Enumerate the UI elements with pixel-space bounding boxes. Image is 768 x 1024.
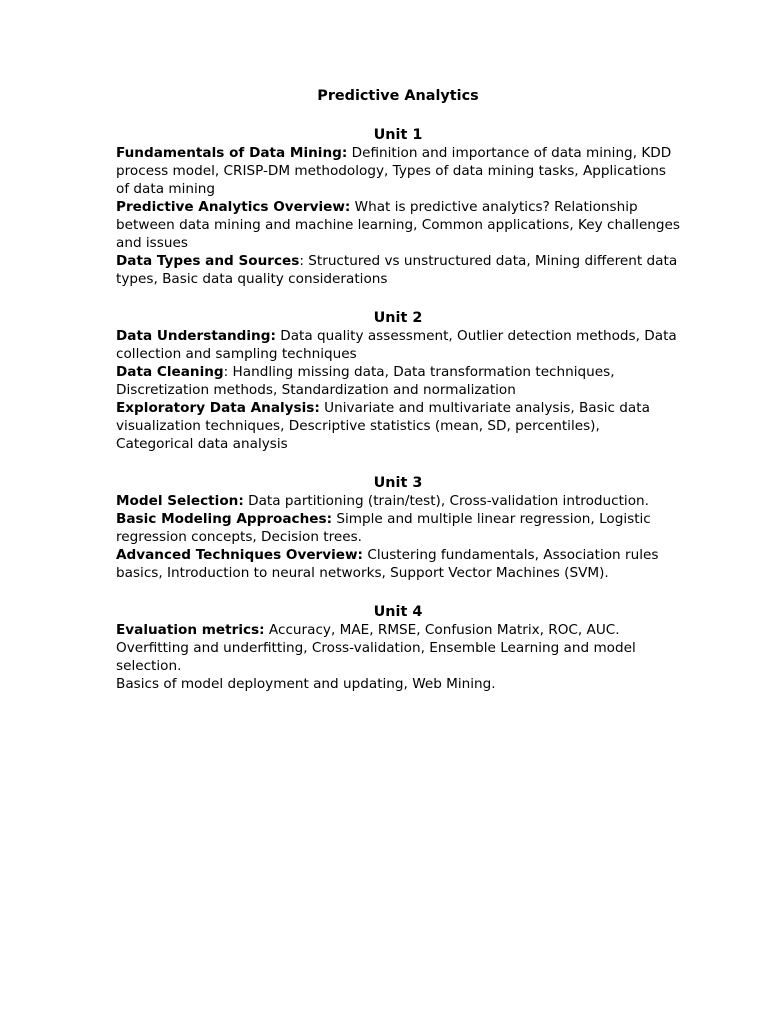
- topic-term: Fundamentals of Data Mining:: [116, 145, 348, 161]
- topic-paragraph: [116, 492, 680, 510]
- unit-section-1: [116, 126, 680, 288]
- topic-text: Simple and multiple linear regression, Logistic regression concepts, Decision trees.: [116, 511, 651, 545]
- topic-paragraph: [116, 621, 680, 675]
- topic-term: Predictive Analytics Overview:: [116, 199, 351, 215]
- topic-term: Advanced Techniques Overview:: [116, 547, 363, 563]
- topic-separator: :: [299, 253, 309, 269]
- unit-section-3: [116, 474, 680, 582]
- topic-paragraph: [116, 510, 680, 546]
- topic-paragraph: [116, 252, 680, 288]
- topic-paragraph: [116, 144, 680, 198]
- topic-paragraph: [116, 363, 680, 399]
- document-title: Predictive Analytics: [317, 88, 479, 104]
- topic-text: Definition and importance of data mining, KDD process model, CRISP-DM methodology, Types of data mining tasks, Applications of data mining: [116, 145, 672, 197]
- topic-term: Exploratory Data Analysis:: [116, 400, 320, 416]
- topic-text: Handling missing data, Data transformation techniques, Discretization methods, Standardization and normalization: [116, 364, 615, 398]
- unit-heading: Unit 3: [373, 475, 423, 491]
- unit-section-4: [116, 603, 680, 693]
- unit-heading: Unit 2: [373, 310, 423, 326]
- topic-term: Model Selection:: [116, 493, 244, 509]
- topic-term: Data Cleaning: [116, 364, 224, 380]
- topic-text: Data quality assessment, Outlier detection methods, Data collection and sampling techniques: [116, 328, 677, 362]
- topic-paragraph: [116, 399, 680, 453]
- topic-text: Accuracy, MAE, RMSE, Confusion Matrix, ROC, AUC. Overfitting and underfitting, Cross-validation, Ensemble Learning and model selection.: [116, 622, 636, 674]
- topic-text: Clustering fundamentals, Association rules basics, Introduction to neural networks, Support Vector Machines (SVM).: [116, 547, 659, 581]
- topic-text: Data partitioning (train/test), Cross-validation introduction.: [248, 493, 649, 509]
- topic-term: Data Types and Sources: [116, 253, 300, 269]
- topic-term: Evaluation metrics:: [116, 622, 265, 638]
- topic-text: Structured vs unstructured data, Mining different data types, Basic data quality considerations: [116, 253, 678, 287]
- topic-paragraph: [116, 675, 680, 693]
- document-page: [116, 87, 680, 714]
- unit-section-2: [116, 309, 680, 453]
- unit-heading: Unit 4: [373, 604, 423, 620]
- topic-paragraph: [116, 327, 680, 363]
- topic-paragraph: [116, 546, 680, 582]
- topic-text: What is predictive analytics? Relationship between data mining and machine learning, Common applications, Key challenges and issues: [116, 199, 681, 251]
- topic-term: Data Understanding:: [116, 328, 276, 344]
- topic-paragraph: [116, 198, 680, 252]
- unit-heading: Unit 1: [373, 127, 423, 143]
- topic-term: Basic Modeling Approaches:: [116, 511, 333, 527]
- topic-text: Basics of model deployment and updating, Web Mining.: [116, 676, 496, 692]
- topic-text: Univariate and multivariate analysis, Basic data visualization techniques, Descriptive statistics (mean, SD, percentiles), Categorical data analysis: [116, 400, 650, 452]
- topic-separator: :: [223, 364, 233, 380]
